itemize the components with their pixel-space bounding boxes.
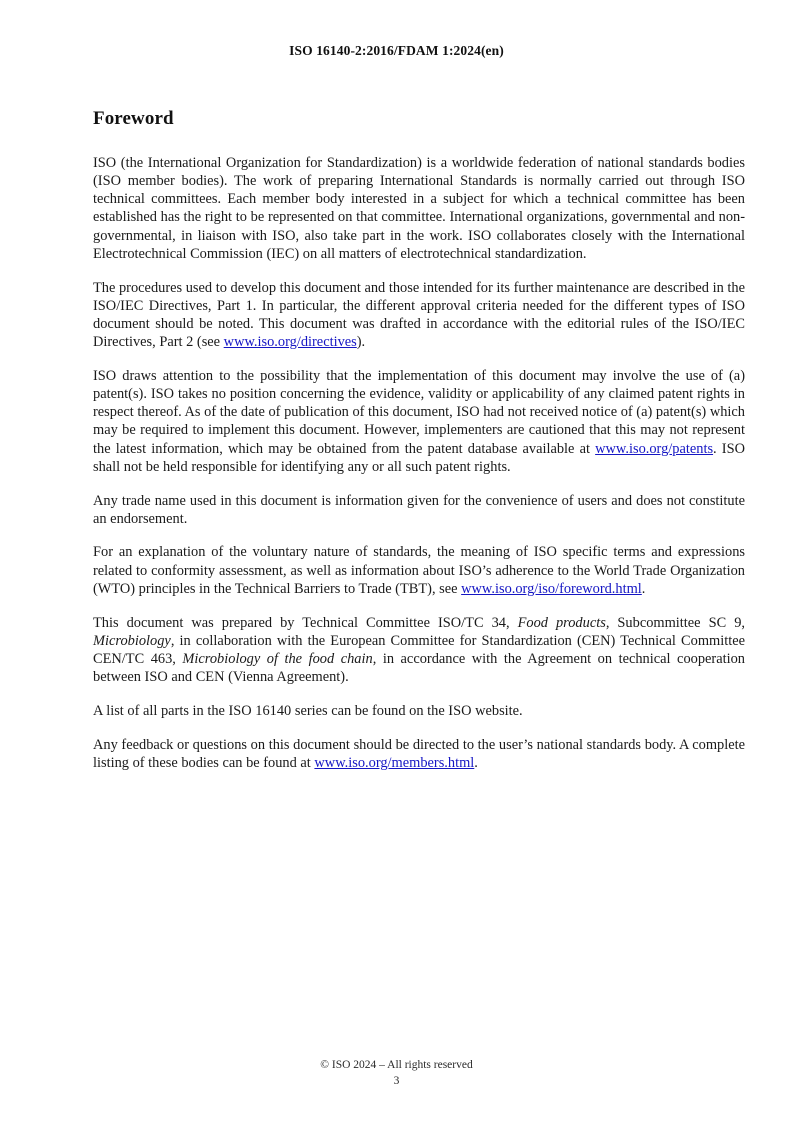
page-footer <box>0 1058 793 1089</box>
iso-members-link[interactable]: www.iso.org/members.html <box>314 754 475 771</box>
foreword-paragraph-5 <box>93 543 745 598</box>
paragraph-text: , in collaboration with the European Committee for Standardization (CEN) Technical Committee CEN/TC 463, <box>93 632 745 667</box>
paragraph-text-tail: . <box>474 754 478 771</box>
foreword-paragraph-1 <box>93 154 745 263</box>
copyright-notice: © ISO 2024 – All rights reserved <box>320 1059 473 1071</box>
foreword-paragraph-6 <box>93 614 745 687</box>
paragraph-text: , Subcommittee SC 9, <box>605 614 745 631</box>
paragraph-text: ISO draws attention to the possibility that the implementation of this document may involve the use of (a) patent(s). ISO takes no position concerning the evidence, validity or applicability of any claimed patent rights in respect thereof. As of the date of publication of this document, ISO had not received notice of (a) patent(s) which may be required to implement this document. However, implementers are cautioned that this may not represent the latest information, which may be obtained from the patent database available at <box>93 367 745 457</box>
subcommittee-scope-microbiology: Microbiology <box>93 632 171 649</box>
paragraph-text: ISO (the International Organization for Standardization) is a worldwide federation of national standards bodies (ISO member bodies). The work of preparing International Standards is normally carried out through ISO technical committees. Each member body interested in a subject for which a technical committee has been established has the right to be represented on that committee. International organizations, governmental and non-governmental, in liaison with ISO, also take part in the work. ISO collaborates closely with the International Electrotechnical Commission (IEC) on all matters of electrotechnical standardization. <box>93 154 745 262</box>
foreword-paragraph-3 <box>93 367 745 476</box>
paragraph-text: A list of all parts in the ISO 16140 series can be found on the ISO website. <box>93 702 523 719</box>
cen-committee-scope-microbiology-food-chain: Microbiology of the food chain <box>182 650 373 667</box>
iso-foreword-link[interactable]: www.iso.org/iso/foreword.html <box>461 580 642 597</box>
paragraph-text-tail: , in accordance with the Agreement on technical cooperation between ISO and CEN (Vienna Agreement). <box>93 650 745 686</box>
iso-patents-link[interactable]: www.iso.org/patents <box>595 440 714 457</box>
paragraph-text: For an explanation of the voluntary nature of standards, the meaning of ISO specific terms and expressions related to conformity assessment, as well as information about ISO’s adherence to the World Trade Organization (WTO) principles in the Technical Barriers to Trade (TBT), see <box>93 544 745 597</box>
committee-scope-food-products: Food products <box>517 614 606 631</box>
paragraph-text: Any feedback or questions on this document should be directed to the user’s national standards body. A complete listing of these bodies can be found at <box>93 736 745 771</box>
paragraph-text-tail: ). <box>356 334 366 351</box>
foreword-paragraph-4 <box>93 492 745 528</box>
document-body <box>93 108 745 772</box>
page-number: 3 <box>393 1075 400 1087</box>
foreword-paragraph-2 <box>93 279 745 352</box>
paragraph-text: This document was prepared by Technical Committee ISO/TC 34, <box>93 614 518 631</box>
foreword-paragraph-8 <box>93 736 745 772</box>
paragraph-text-tail: . ISO shall not be held responsible for identifying any or all such patent rights. <box>93 440 745 475</box>
paragraph-text: The procedures used to develop this document and those intended for its further maintenance are described in the ISO/IEC Directives, Part 1. In particular, the different approval criteria needed for the different types of ISO document should be noted. This document was drafted in accordance with the editorial rules of the ISO/IEC Directives, Part 2 (see <box>93 279 745 351</box>
paragraph-text-tail: . <box>641 580 646 597</box>
running-header-title: ISO 16140-2:2016/FDAM 1:2024(en) <box>289 43 504 58</box>
page-title: Foreword <box>93 108 174 129</box>
foreword-paragraph-7 <box>93 702 745 720</box>
iso-directives-link[interactable]: www.iso.org/directives <box>223 334 357 351</box>
paragraph-text: Any trade name used in this document is information given for the convenience of users and does not constitute an endorsement. <box>93 492 745 527</box>
